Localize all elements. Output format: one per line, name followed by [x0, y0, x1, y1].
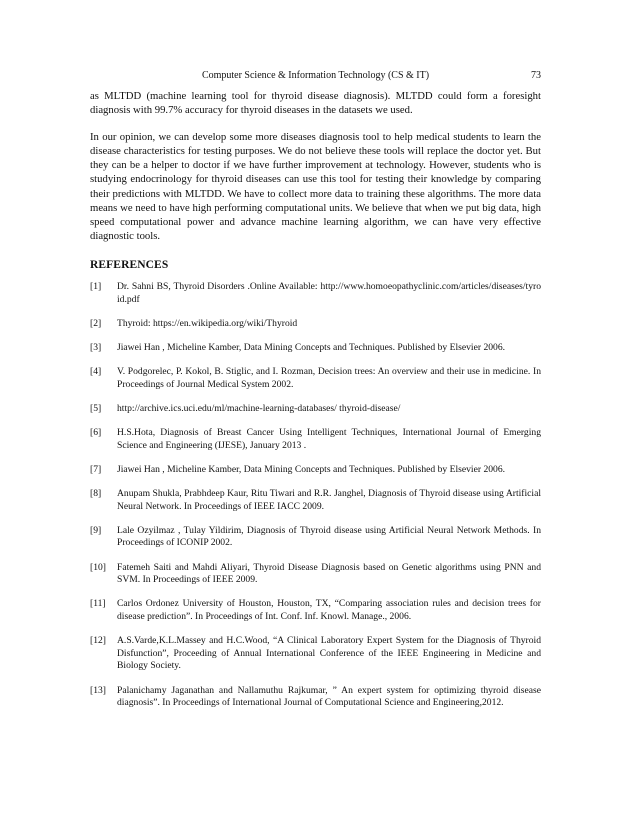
reference-item-12	[90, 635, 541, 673]
reference-number: [3]	[90, 341, 102, 353]
reference-number: [1]	[90, 280, 102, 292]
reference-item-13	[90, 685, 541, 710]
page-number: 73	[531, 70, 541, 81]
references-heading: REFERENCES	[90, 258, 169, 271]
reference-list	[90, 281, 541, 710]
reference-text: V. Podgorelec, P. Kokol, B. Stiglic, and I. Rozman, Decision trees: An overview and their use in medicine. In Proceedings of Journal Medical System 2002.	[117, 366, 541, 390]
reference-text: A.S.Varde,K.L.Massey and H.C.Wood, “A Clinical Laboratory Expert System for the Diagnosis of Thyroid Disfunction”, Proceeding of Annual International Conference of the IEEE Engineering in Medicine and Biology Society.	[117, 635, 541, 672]
body-paragraph-1: as MLTDD (machine learning tool for thyroid disease diagnosis). MLTDD could form a foresight diagnosis with 99.7% accuracy for thyroid diseases in the datasets we used.	[90, 90, 541, 117]
reference-item-4	[90, 366, 541, 391]
journal-title: Computer Science & Information Technology (CS & IT)	[201, 70, 430, 81]
body-paragraph-2: In our opinion, we can develop some more diseases diagnosis tool to help medical students to learn the disease characteristics for testing purposes. We do not believe these tools will replace the doctor yet. But they can be a helper to doctor if we have further improvement at technology. However, students who is studying endocrinology for thyroid diseases can use this tool for testing their knowledge by comparing their predictions with MLTDD. We have to collect more data to training these algorithms. The more data means we need to have high performing computational units. We believe that when we put big data, high speed computational power and advance machine learning algorithm, we can have very effective diagnostic tools.	[90, 131, 541, 242]
reference-number: [4]	[90, 366, 102, 378]
reference-text: Fatemeh Saiti and Mahdi Aliyari, Thyroid Disease Diagnosis based on Genetic algorithms using PNN and SVM. In Proceedings of IEEE 2009.	[117, 561, 541, 586]
reference-number: [10]	[90, 561, 106, 573]
reference-text: Palanichamy Jaganathan and Nallamuthu Rajkumar, ” An expert system for optimizing thyroid disease diagnosis”. In Proceedings of International Journal of Computational Science and Engineering,2012.	[117, 684, 541, 709]
reference-number: [7]	[90, 463, 102, 475]
reference-number: [6]	[90, 427, 102, 439]
running-header	[90, 69, 541, 83]
reference-item-1	[90, 281, 541, 306]
reference-text: Jiawei Han , Micheline Kamber, Data Mining Concepts and Techniques. Published by Elsevier 2006.	[117, 341, 506, 353]
reference-number: [13]	[90, 684, 106, 696]
reference-text: Lale Ozyilmaz , Tulay Yildirim, Diagnosis of Thyroid disease using Artificial Neural Network Methods. In Proceedings of ICONIP 2002.	[117, 524, 541, 549]
reference-number: [8]	[90, 488, 102, 500]
reference-number: [5]	[90, 402, 102, 414]
paper-page	[90, 69, 541, 721]
reference-number: [11]	[90, 598, 106, 610]
reference-text: Jiawei Han , Micheline Kamber, Data Mining Concepts and Techniques. Published by Elsevier 2006.	[117, 463, 506, 475]
reference-number: [9]	[90, 524, 102, 536]
reference-text: Dr. Sahni BS, Thyroid Disorders .Online Available: http://www.homoeopathyclinic.com/articles/diseases/tyro id.pdf	[117, 280, 541, 305]
reference-item-10	[90, 562, 541, 587]
reference-text: Thyroid: https://en.wikipedia.org/wiki/Thyroid	[117, 317, 298, 329]
reference-text: Anupam Shukla, Prabhdeep Kaur, Ritu Tiwari and R.R. Janghel, Diagnosis of Thyroid disease using Artificial Neural Network. In Proceedings of IEEE IACC 2009.	[117, 488, 541, 512]
reference-text: Carlos Ordonez University of Houston, Houston, TX, “Comparing association rules and decision trees for disease prediction”. In Proceedings of Int. Conf. Inf. Knowl. Manage., 2006.	[117, 598, 541, 622]
reference-item-3	[90, 342, 541, 355]
reference-text: H.S.Hota, Diagnosis of Breast Cancer Using Intelligent Techniques, International Journal of Emerging Science and Engineering (IJESE), January 2013 .	[117, 427, 541, 451]
reference-item-9	[90, 525, 541, 550]
reference-item-11	[90, 598, 541, 623]
reference-item-7	[90, 464, 541, 477]
reference-number: [12]	[90, 635, 106, 647]
reference-text: http://archive.ics.uci.edu/ml/machine-learning-databases/ thyroid-disease/	[117, 402, 401, 414]
reference-item-2	[90, 318, 541, 331]
reference-item-8	[90, 488, 541, 513]
reference-item-5	[90, 403, 541, 416]
reference-item-6	[90, 427, 541, 452]
reference-number: [2]	[90, 317, 102, 329]
